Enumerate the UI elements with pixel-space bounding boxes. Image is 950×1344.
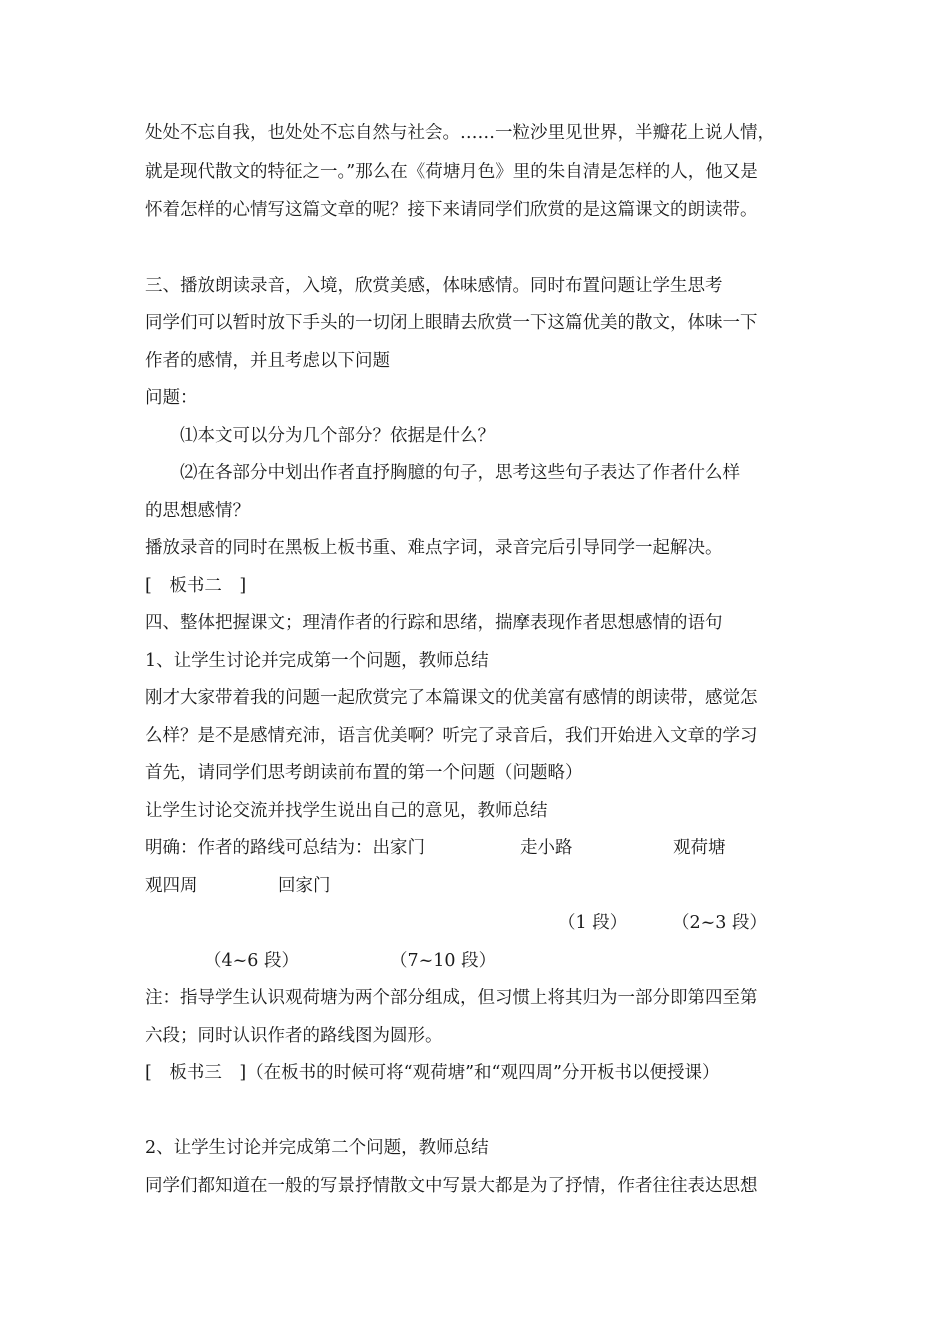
text-line: 2、让学生讨论并完成第二个问题，教师总结 — [145, 1138, 489, 1158]
text-line: 同学们都知道在一般的写景抒情散文中写景大都是为了抒情，作者往往表达思想 — [145, 1176, 758, 1196]
route-step: 观四周 — [145, 876, 198, 896]
question-item: ⑴本文可以分为几个部分？依据是什么？ — [180, 426, 495, 446]
text-line: 问题： — [145, 388, 198, 408]
paragraph-range: （4~6 段） — [204, 951, 299, 971]
paragraph-range: （1 段） — [558, 913, 628, 933]
text-line: 么样？是不是感情充沛，语言优美啊？听完了录音后，我们开始进入文章的学习 — [145, 726, 758, 746]
route-line: 明确：作者的路线可总结为：出家门 — [145, 838, 425, 858]
section-heading: 四、整体把握课文；理清作者的行踪和思绪，揣摩表现作者思想感情的语句 — [145, 613, 723, 633]
note-line: 注：指导学生认识观荷塘为两个部分组成，但习惯上将其归为一部分即第四至第 — [145, 988, 758, 1008]
note-line: 六段；同时认识作者的路线图为圆形。 — [145, 1026, 443, 1046]
text-line: 的思想感情？ — [145, 501, 250, 521]
board-note: [ 板书三 ]（在板书的时候可将“观荷塘”和“观四周”分开板书以便授课） — [145, 1063, 720, 1083]
text-line: 处处不忘自我，也处处不忘自然与社会。……一粒沙里见世界，半瓣花上说人情， — [145, 123, 775, 143]
paragraph-range: （7~10 段） — [390, 951, 497, 971]
route-step: 观荷塘 — [673, 838, 726, 858]
text-line: 刚才大家带着我的问题一起欣赏完了本篇课文的优美富有感情的朗读带，感觉怎 — [145, 688, 758, 708]
text-line: 让学生讨论交流并找学生说出自己的意见，教师总结 — [145, 801, 548, 821]
route-step: 回家门 — [278, 876, 331, 896]
section-heading: 三、播放朗读录音，入境，欣赏美感，体味感情。同时布置问题让学生思考 — [145, 276, 723, 296]
route-step: 走小路 — [520, 838, 573, 858]
text-line: 1、让学生讨论并完成第一个问题，教师总结 — [145, 651, 489, 671]
paragraph-range: （2~3 段） — [672, 913, 767, 933]
text-line: 同学们可以暂时放下手头的一切闭上眼睛去欣赏一下这篇优美的散文，体味一下 — [145, 313, 758, 333]
text-line: 就是现代散文的特征之一。”那么在《荷塘月色》里的朱自清是怎样的人，他又是 — [145, 162, 758, 182]
text-line: 播放录音的同时在黑板上板书重、难点字词，录音完后引导同学一起解决。 — [145, 538, 723, 558]
text-line: 首先，请同学们思考朗读前布置的第一个问题（问题略） — [145, 763, 583, 783]
text-line: 怀着怎样的心情写这篇文章的呢？接下来请同学们欣赏的是这篇课文的朗读带。 — [145, 200, 758, 220]
question-item: ⑵在各部分中划出作者直抒胸臆的句子，思考这些句子表达了作者什么样 — [180, 463, 740, 483]
text-line: 作者的感情，并且考虑以下问题 — [145, 351, 390, 371]
board-note: [ 板书二 ] — [145, 576, 247, 596]
